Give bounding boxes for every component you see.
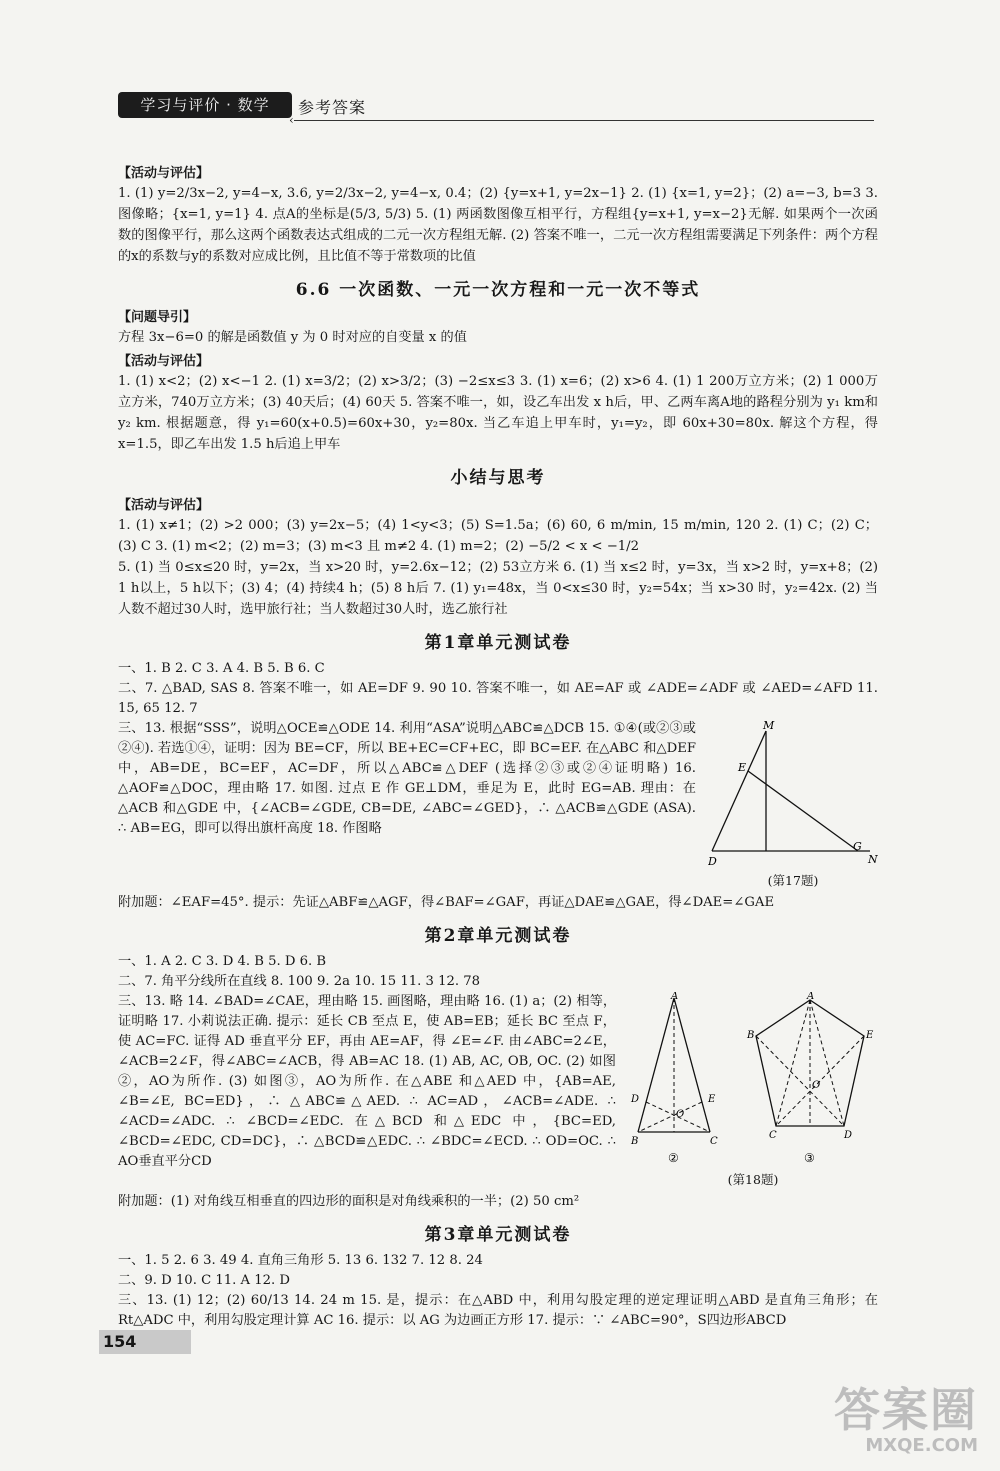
answer-line: 三、13. 略 14. ∠BAD=∠CAE，理由略 15. 画图略，理由略 16. (1) a；(2) 相等，证明略 17. 小莉说法正确. 提示：延长 CB 至点 E，使 AB=EB；延长 BC 至点 F，使 AC=FC. 证得 AD 垂直平分 EF，再由 AE=AF，得 ∠E=∠F. 由∠ABC=2∠E，∠ACB=2∠F，得∠ABC=∠ACB，得 AB=AC 18. (1) AB, AC, OB, OC. (2) 如图②，AO为所作. (3) 如图③，AO为所作. 在△ABE 和△AED 中，{AB=AE, ∠B=∠E, BC=ED}，∴ △ABC≌△AED. ∴ AC=AD，∠ACB=∠ADE. ∴ ∠ACD=∠ADC. ∴ ∠BCD=∠EDC. 在△BCD 和△EDC 中，{BC=ED, ∠BCD=∠EDC, CD=DC}，∴ △BCD≌△EDC. ∴ ∠BDC=∠ECD. ∴ OD=OC. ∴ AO垂直平分CD bbox=[118, 994, 616, 1169]
arrow-left-icon: ‹ bbox=[289, 113, 294, 127]
figure-18 bbox=[628, 992, 878, 1188]
header-rule bbox=[294, 120, 874, 121]
figure-caption: (第17题) bbox=[767, 873, 819, 888]
answer-line: 三、13. 根据“SSS”，说明△OCE≌△ODE 14. 利用“ASA”说明△ABC≌△DCB 15. ①④(或②③或②④). 若选①④，证明：因为 BE=CF，所以 BE+EC=CF+EC，即 BC=EF. 在△ABC 和△DEF 中，AB=DE，BC=EF，AC=DF，所以△ABC≌△DEF (选择②③或②④证明略) 16. △AOF≌△DOC，理由略 17. 如图. 过点 E 作 GE⊥DM，垂足为 E，此时 EG=AB. 理由：在△ACB 和△GDE 中，{∠ACB=∠GDE, CB=DE, ∠ABC=∠GED}，∴ △ACB≌△GDE (ASA). ∴ AB=EG，即可以得出旗杆高度 18. 作图略 bbox=[118, 721, 696, 836]
answer-line: 三、13. (1) 12；(2) 60/13 14. 24 m 15. 是，提示：在△ABD 中，利用勾股定理的逆定理证明△ABD 是直角三角形；在 Rt△ADC 中，利用勾股定理计算 AC 16. 提示：以 AG 为边画正方形 17. 提示：∵ ∠ABC=90°，S四边形ABCD bbox=[118, 1293, 878, 1328]
answer-paragraph: 1. (1) y=2/3x−2, y=4−x, 3.6, y=2/3x−2, y=4−x, 0.4；(2) {y=x+1, y=2x−1} 2. (1) {x=1, y=2}；(2) a=−3, b=3 3. 图像略；{x=1, y=1} 4. 点A的坐标是(5/3, 5/3) 5. (1) 两函数图像互相平行，方程组{y=x+1, y=x−2}无解. 如果两个一次函数的图像平行，那么这两个函数表达式组成的二元一次方程组无解. (2) 答案不唯一，二元一次方程组需要满足下列条件：两个方程的x的系数与y的系数对应成比例，且比值不等于常数项的比值 bbox=[118, 186, 878, 264]
page-number: 154 bbox=[99, 1330, 191, 1354]
label-B: B bbox=[747, 1030, 755, 1041]
answer-line: 附加题：∠EAF=45°. 提示：先证△ABF≌△AGF，得∠BAF=∠GAF，再证△DAE≌△GAE，得∠DAE=∠GAE bbox=[118, 895, 775, 910]
label-E: E bbox=[708, 1094, 716, 1105]
figure-3-label: ③ bbox=[804, 1151, 815, 1165]
answer-paragraph: 1. (1) x<2；(2) x<−1 2. (1) x=3/2；(2) x>3/2；(3) −2≤x≤3 3. (1) x=6；(2) x>6 4. (1) 1 200万立方米；(2) 1 000万立方米，740万立方米；(3) 40天后；(4) 60天 5. 答案不唯一，如，设乙车出发 x h后，甲、乙两车离A地的路程分别为 y₁ km和 y₂ km. 根据题意，得 y₁=60(x+0.5)=60x+30，y₂=80x. 当乙车追上甲车时，y₁=y₂，即 60x+30=80x. 解这个方程，得 x=1.5，即乙车出发 1.5 h后追上甲车 bbox=[118, 374, 878, 452]
label-O: O bbox=[812, 1080, 821, 1091]
label-E: E bbox=[738, 761, 747, 774]
section-heading: 【活动与评估】 bbox=[118, 498, 210, 513]
section-title: 小结与思考 bbox=[450, 468, 546, 488]
geometry-diagram-18 bbox=[628, 992, 878, 1168]
header-subtitle: 参考答案 bbox=[298, 98, 367, 117]
label-N: N bbox=[868, 853, 878, 866]
section-title: 第2章单元测试卷 bbox=[424, 926, 572, 946]
label-A: A bbox=[671, 992, 679, 1002]
label-G: G bbox=[853, 840, 862, 853]
answer-paragraph: 1. (1) x≠1；(2) >2 000；(3) y=2x−5；(4) 1<y<3；(5) S=1.5a；(6) 60, 6 m/min, 15 m/min, 120 2. (1) C；(2) C；(3) C 3. (1) m<2；(2) m=3；(3) m<3 且 m≠2 4. (1) m=2；(2) −5/2 < x < −1/2 bbox=[118, 518, 878, 554]
figure-17 bbox=[708, 719, 878, 889]
section-heading: 【活动与评估】 bbox=[118, 354, 210, 369]
label-O: O bbox=[676, 1109, 685, 1120]
section-title: 第1章单元测试卷 bbox=[424, 633, 572, 653]
answer-line: 一、1. 5 2. 6 3. 49 4. 直角三角形 5. 13 6. 132 7. 12 8. 24 bbox=[118, 1253, 483, 1268]
label-C: C bbox=[769, 1130, 777, 1141]
answer-paragraph: 方程 3x−6=0 的解是函数值 y 为 0 时对应的自变量 x 的值 bbox=[118, 330, 467, 345]
section-title: 6.6 一次函数、一元一次方程和一元一次不等式 bbox=[295, 280, 701, 300]
section-heading: 【活动与评估】 bbox=[118, 166, 210, 181]
answer-line: 一、1. B 2. C 3. A 4. B 5. B 6. C bbox=[118, 661, 325, 676]
figure-2-label: ② bbox=[668, 1151, 679, 1165]
book-title-tag: 学习与评价 · 数学 bbox=[118, 92, 292, 118]
label-D: D bbox=[708, 855, 717, 868]
watermark bbox=[828, 1385, 978, 1460]
triangle-diagram-17 bbox=[708, 719, 878, 869]
watermark-main: 答案圈 bbox=[834, 1383, 978, 1437]
label-A: A bbox=[807, 992, 815, 1002]
label-C: C bbox=[710, 1136, 718, 1147]
answer-line: 附加题：(1) 对角线互相垂直的四边形的面积是对角线乘积的一半；(2) 50 cm² bbox=[118, 1194, 580, 1209]
answer-line: 二、9. D 10. C 11. A 12. D bbox=[118, 1273, 290, 1288]
label-D: D bbox=[631, 1094, 640, 1105]
figure-caption: (第18题) bbox=[727, 1172, 779, 1187]
label-M: M bbox=[763, 719, 775, 732]
section-heading: 【问题导引】 bbox=[118, 310, 197, 325]
label-B: B bbox=[631, 1136, 639, 1147]
answer-line: 二、7. 角平分线所在直线 8. 100 9. 2a 10. 15 11. 3 12. 78 bbox=[118, 974, 481, 989]
answer-content bbox=[118, 160, 878, 1331]
answer-line: 一、1. A 2. C 3. D 4. B 5. D 6. B bbox=[118, 954, 327, 969]
label-E: E bbox=[866, 1030, 874, 1041]
section-title: 第3章单元测试卷 bbox=[424, 1225, 572, 1245]
watermark-site: MXQE.COM bbox=[865, 1435, 978, 1456]
answer-line: 二、7. △BAD, SAS 8. 答案不唯一，如 AE=DF 9. 90 10. 答案不唯一，如 AE=AF 或 ∠ADE=∠ADF 或 ∠AED=∠AFD 11. 15, 65 12. 7 bbox=[118, 681, 878, 716]
label-D: D bbox=[844, 1130, 853, 1141]
answer-paragraph: 5. (1) 当 0≤x≤20 时，y=2x，当 x>20 时，y=2.6x−12；(2) 53立方米 6. (1) 当 x≤2 时，y=3x，当 x>2 时，y=x+8；(2) 1 h以上，5 h以下；(3) 4；(4) 持续4 h；(5) 8 h后 7. (1) y₁=48x，当 0<x≤30 时，y₂=54x；当 x>30 时，y₂=42x. (2) 当人数不超过30人时，选甲旅行社；当人数超过30人时，选乙旅行社 bbox=[118, 560, 878, 617]
